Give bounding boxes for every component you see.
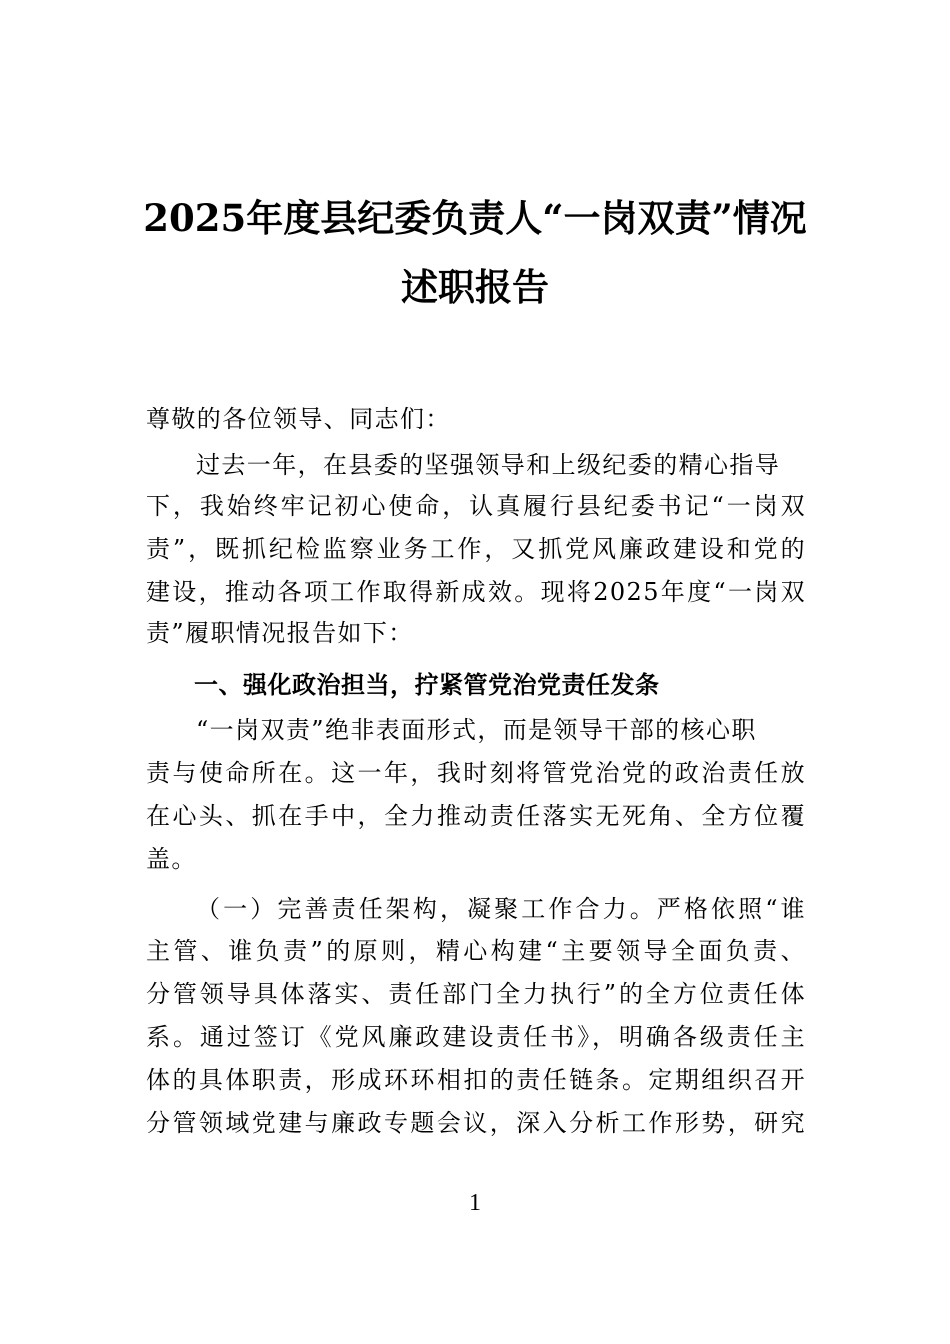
section-heading: 一、强化政治担当，拧紧管党治党责任发条 [194,671,660,699]
subsection1-line: 分管领导具体落实、责任部门全力执行”的全方位责任体 [146,980,806,1008]
intro-line: 建设，推动各项工作取得新成效。现将2025年度“一岗双 [146,578,806,606]
intro-line: 过去一年，在县委的坚强领导和上级纪委的精心指导 [196,451,781,479]
section1-line: 责与使命所在。这一年，我时刻将管党治党的政治责任放 [146,759,806,787]
subsection1-line: （一）完善责任架构，凝聚工作合力。严格依照“谁 [196,895,806,923]
subsection1-line: 系。通过签订《党风廉政建设责任书》，明确各级责任主 [146,1023,806,1051]
subsection1-line: 主管、谁负责”的原则，精心构建“主要领导全面负责、 [146,937,806,965]
page-number: 1 [469,1190,481,1216]
salutation: 尊敬的各位领导、同志们： [146,405,451,433]
intro-line: 下，我始终牢记初心使命，认真履行县纪委书记“一岗双 [146,492,806,520]
document-title-line-2: 述职报告 [401,265,549,309]
section1-line: 盖。 [146,845,197,873]
intro-line: 责”履职情况报告如下： [146,619,414,647]
section1-line: 在心头、抓在手中，全力推动责任落实无死角、全方位覆 [146,802,806,830]
intro-line: 责”，既抓纪检监察业务工作，又抓党风廉政建设和党的 [146,535,806,563]
subsection1-line: 分管领域党建与廉政专题会议，深入分析工作形势，研究 [146,1109,806,1137]
subsection1-line: 体的具体职责，形成环环相扣的责任链条。定期组织召开 [146,1066,806,1094]
document-title-line-1: 2025年度县纪委负责人“一岗双责”情况 [143,196,807,240]
section1-line: “一岗双责”绝非表面形式，而是领导干部的核心职 [196,716,757,744]
